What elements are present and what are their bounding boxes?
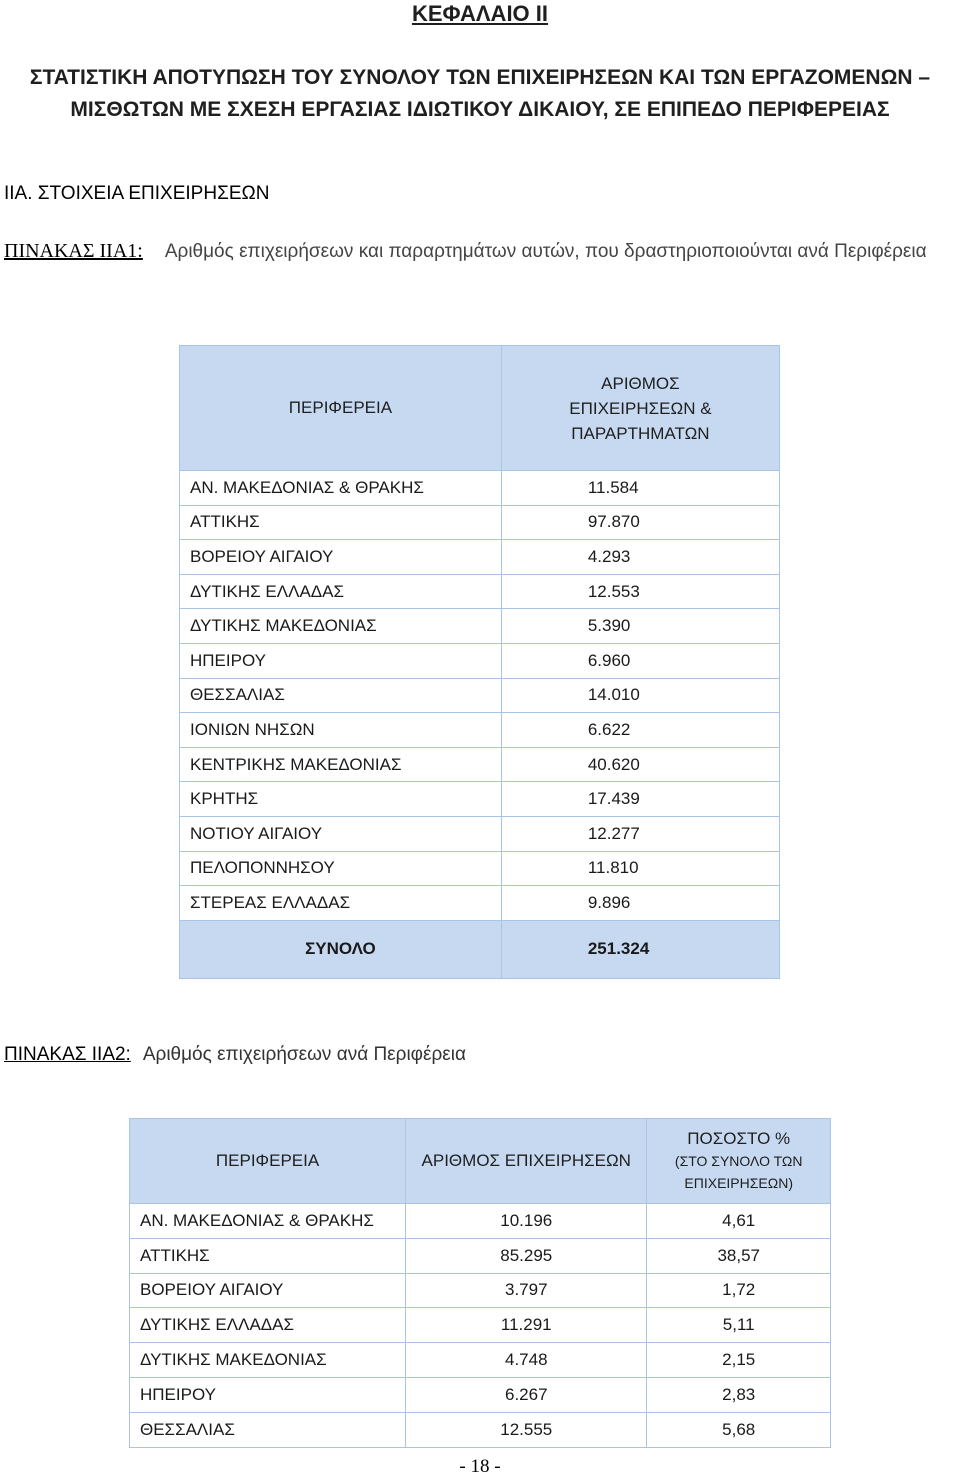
count-cell: 17.439 [501, 782, 779, 817]
region-cell: ΝΟΤΙΟΥ ΑΙΓΑΙΟΥ [180, 816, 502, 851]
document-heading [0, 62, 960, 126]
count-cell: 10.196 [406, 1204, 647, 1239]
table-row [180, 540, 780, 575]
region-cell: ΔΥΤΙΚΗΣ ΕΛΛΑΔΑΣ [180, 574, 502, 609]
count-cell: 3.797 [406, 1273, 647, 1308]
table1-header-count-line3: ΠΑΡΑΡΤΗΜΑΤΩΝ [571, 423, 710, 443]
table1-header-count-line1: ΑΡΙΘΜΟΣ [601, 373, 680, 393]
pct-cell: 2,83 [647, 1377, 831, 1412]
region-cell: ΔΥΤΙΚΗΣ ΕΛΛΑΔΑΣ [130, 1308, 406, 1343]
table1-total-value: 251.324 [501, 920, 779, 978]
table1-header-row [180, 346, 780, 471]
table-row [180, 471, 780, 506]
table2-body [130, 1204, 831, 1448]
count-cell: 4.748 [406, 1343, 647, 1378]
region-cell: ΗΠΕΙΡΟΥ [180, 643, 502, 678]
region-cell: ΚΡΗΤΗΣ [180, 782, 502, 817]
table-row [130, 1204, 831, 1239]
region-cell: ΘΕΣΣΑΛΙΑΣ [130, 1412, 406, 1447]
pct-cell: 1,72 [647, 1273, 831, 1308]
region-cell: ΔΥΤΙΚΗΣ ΜΑΚΕΔΟΝΙΑΣ [130, 1343, 406, 1378]
table1-description: Αριθμός επιχειρήσεων και παραρτημάτων αυτών, που δραστηριοποιούνται ανά Περιφέρεια [164, 241, 927, 262]
count-cell: 6.267 [406, 1377, 647, 1412]
region-cell: ΔΥΤΙΚΗΣ ΜΑΚΕΔΟΝΙΑΣ [180, 609, 502, 644]
region-cell: ΣΤΕΡΕΑΣ ΕΛΛΑΔΑΣ [180, 886, 502, 921]
table-row [180, 609, 780, 644]
page-number: - 18 - [459, 1456, 501, 1477]
table-row [180, 574, 780, 609]
count-cell: 12.553 [501, 574, 779, 609]
region-cell: ΠΕΛΟΠΟΝΝΗΣΟΥ [180, 851, 502, 886]
table2 [129, 1118, 831, 1448]
table2-header-pct [647, 1119, 831, 1204]
heading-line-1: ΣΤΑΤΙΣΤΙΚΗ ΑΠΟΤΥΠΩΣΗ ΤΟΥ ΣΥΝΟΛΟΥ ΤΩΝ ΕΠΙΧΕΙΡΗΣΕΩΝ ΚΑΙ ΤΩΝ ΕΡΓΑΖΟΜΕΝΩΝ – [29, 66, 931, 89]
table1-total-row [180, 920, 780, 978]
table-row [130, 1308, 831, 1343]
table1 [179, 345, 780, 979]
count-cell: 9.896 [501, 886, 779, 921]
count-cell: 12.555 [406, 1412, 647, 1447]
table2-description: Αριθμός επιχειρήσεων ανά Περιφέρεια [142, 1044, 466, 1065]
table1-label: ΠΙΝΑΚΑΣ ΙΙΑ1: [4, 240, 143, 262]
table-row [130, 1343, 831, 1378]
region-cell: ΚΕΝΤΡΙΚΗΣ ΜΑΚΕΔΟΝΙΑΣ [180, 747, 502, 782]
table-row [130, 1377, 831, 1412]
table1-caption [4, 236, 954, 267]
region-cell: ΗΠΕΙΡΟΥ [130, 1377, 406, 1412]
table2-caption [4, 1040, 466, 1070]
table-row [180, 816, 780, 851]
count-cell: 6.622 [501, 713, 779, 748]
table-row [180, 747, 780, 782]
table-row [130, 1412, 831, 1447]
count-cell: 12.277 [501, 816, 779, 851]
table-row [130, 1273, 831, 1308]
pct-cell: 4,61 [647, 1204, 831, 1239]
count-cell: 11.810 [501, 851, 779, 886]
region-cell: ΑΝ. ΜΑΚΕΔΟΝΙΑΣ & ΘΡΑΚΗΣ [180, 471, 502, 506]
heading-line-2: ΜΙΣΘΩΤΩΝ ΜΕ ΣΧΕΣΗ ΕΡΓΑΣΙΑΣ ΙΔΙΩΤΙΚΟΥ ΔΙΚΑΙΟΥ, ΣΕ ΕΠΙΠΕΔΟ ΠΕΡΙΦΕΡΕΙΑΣ [70, 98, 890, 121]
count-cell: 85.295 [406, 1238, 647, 1273]
table-row [180, 782, 780, 817]
table2-header-region: ΠΕΡΙΦΕΡΕΙΑ [130, 1119, 406, 1204]
count-cell: 11.584 [501, 471, 779, 506]
count-cell: 6.960 [501, 643, 779, 678]
count-cell: 14.010 [501, 678, 779, 713]
table2-header-row [130, 1119, 831, 1204]
count-cell: 40.620 [501, 747, 779, 782]
table1-header-region: ΠΕΡΙΦΕΡΕΙΑ [180, 346, 502, 471]
table2-header-pct-line2: (ΣΤΟ ΣΥΝΟΛΟ ΤΩΝ [674, 1153, 803, 1169]
region-cell: ΒΟΡΕΙΟΥ ΑΙΓΑΙΟΥ [180, 540, 502, 575]
count-cell: 4.293 [501, 540, 779, 575]
table2-label: ΠΙΝΑΚΑΣ ΙΙΑ2: [4, 1044, 131, 1065]
pct-cell: 5,68 [647, 1412, 831, 1447]
table-row [180, 713, 780, 748]
table-row [180, 643, 780, 678]
region-cell: ΑΝ. ΜΑΚΕΔΟΝΙΑΣ & ΘΡΑΚΗΣ [130, 1204, 406, 1239]
table2-header-pct-line1: ΠΟΣΟΣΤΟ % [687, 1129, 791, 1148]
table2-header-count: ΑΡΙΘΜΟΣ ΕΠΙΧΕΙΡΗΣΕΩΝ [406, 1119, 647, 1204]
region-cell: ΒΟΡΕΙΟΥ ΑΙΓΑΙΟΥ [130, 1273, 406, 1308]
pct-cell: 5,11 [647, 1308, 831, 1343]
region-cell: ΙΟΝΙΩΝ ΝΗΣΩΝ [180, 713, 502, 748]
count-cell: 11.291 [406, 1308, 647, 1343]
table-row [180, 886, 780, 921]
section-title: ΙΙΑ. ΣΤΟΙΧΕΙΑ ΕΠΙΧΕΙΡΗΣΕΩΝ [4, 183, 270, 204]
count-cell: 97.870 [501, 505, 779, 540]
pct-cell: 38,57 [647, 1238, 831, 1273]
table1-total-label: ΣΥΝΟΛΟ [180, 920, 502, 978]
table-row [180, 678, 780, 713]
region-cell: ΑΤΤΙΚΗΣ [130, 1238, 406, 1273]
table-row [180, 505, 780, 540]
region-cell: ΑΤΤΙΚΗΣ [180, 505, 502, 540]
table-row [130, 1238, 831, 1273]
region-cell: ΘΕΣΣΑΛΙΑΣ [180, 678, 502, 713]
table1-body [180, 471, 780, 921]
chapter-title: ΚΕΦΑΛΑΙΟ ΙΙ [411, 1, 549, 26]
table-row [180, 851, 780, 886]
table1-header-count [501, 346, 779, 471]
pct-cell: 2,15 [647, 1343, 831, 1378]
table2-header-pct-line3: ΕΠΙΧΕΙΡΗΣΕΩΝ) [684, 1175, 793, 1191]
count-cell: 5.390 [501, 609, 779, 644]
table1-header-count-line2: ΕΠΙΧΕΙΡΗΣΕΩΝ & [569, 398, 712, 418]
